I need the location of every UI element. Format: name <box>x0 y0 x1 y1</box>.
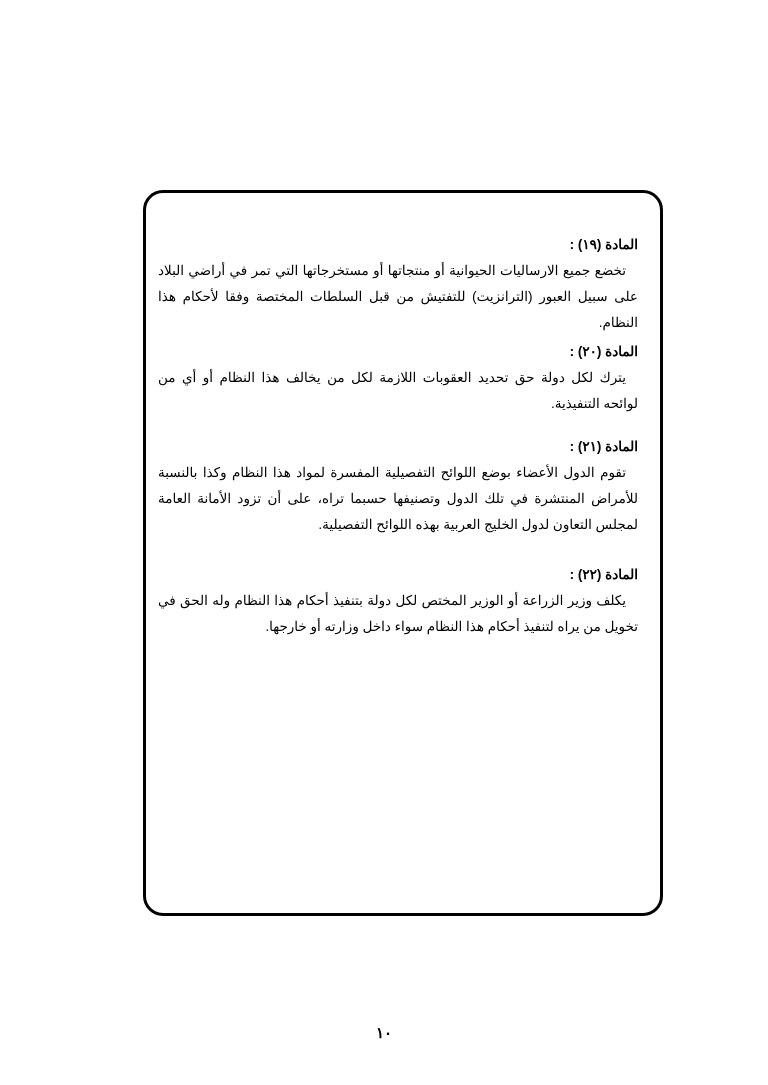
article-text: تقوم الدول الأعضاء بوضع اللوائح التفصيلية المفسرة لمواد هذا النظام وكذا بالنسبة للأمراض المنتشرة في تلك الدول وتصنيفها حسبما تراه، على أن تزود الأمانة العامة لمجلس التعاون لدول الخليج العربية بهذه اللوائح التفصيلية. <box>158 465 638 532</box>
article-heading: المادة (٢٢) : <box>569 567 638 582</box>
article-20 <box>158 339 638 417</box>
article-text: يترك لكل دولة حق تحديد العقوبات اللازمة لكل من يخالف هذا النظام أو أي من لوائحه التنفيذية. <box>158 370 638 411</box>
article-heading: المادة (٢١) : <box>569 439 638 454</box>
article-heading: المادة (١٩) : <box>569 237 638 252</box>
article-21 <box>158 434 638 538</box>
article-19 <box>158 232 638 336</box>
page-number: ١٠ <box>375 1025 393 1042</box>
article-22 <box>158 562 638 640</box>
article-text: تخضع جميع الارساليات الحيوانية أو منتجاتها أو مستخرجاتها التي تمر في أراضي البلاد على سبيل العبور (الترانزيت) للتفتيش من قبل السلطات المختصة وفقا لأحكام هذا النظام. <box>158 263 638 330</box>
article-heading: المادة (٢٠) : <box>569 344 638 359</box>
article-text: يكلف وزير الزراعة أو الوزير المختص لكل دولة بتنفيذ أحكام هذا النظام وله الحق في تخويل من يراه لتنفيذ أحكام هذا النظام سواء داخل وزارته أو خارجها. <box>158 593 638 634</box>
